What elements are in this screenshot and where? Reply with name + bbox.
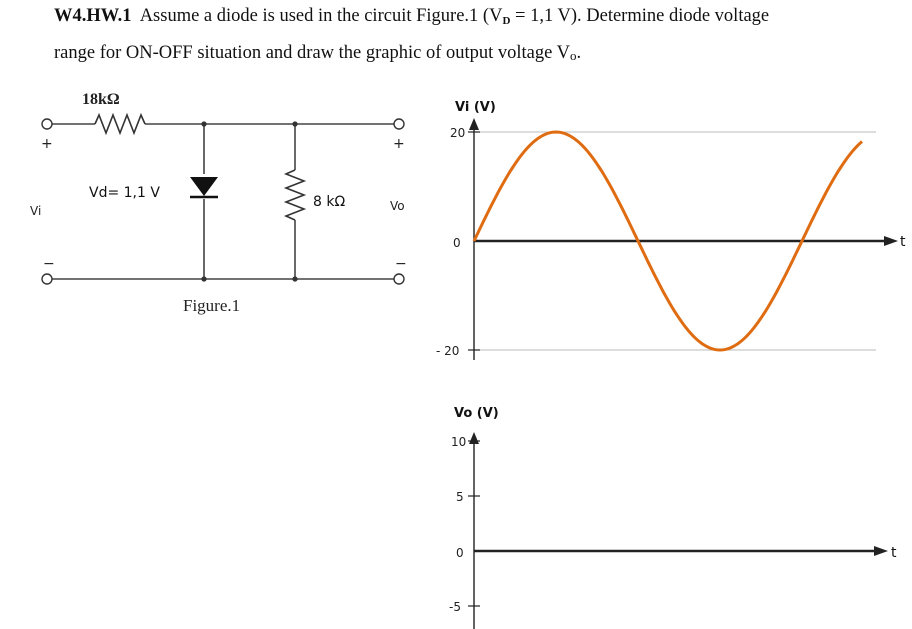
- minus-left: −: [43, 256, 55, 272]
- junction-dot: [201, 121, 206, 126]
- vo-tick-label-10: 10: [451, 435, 467, 449]
- vo-graph: [449, 406, 897, 629]
- vo-title: Vo (V): [454, 406, 499, 421]
- problem-label: W4.HW.1: [54, 6, 132, 26]
- vi-tick-label-neg20: - 20: [436, 344, 460, 358]
- terminal-in-minus: [42, 274, 52, 284]
- vi-tick-label-20: 20: [450, 126, 466, 140]
- vi-y-arrow-icon: [469, 118, 479, 130]
- vo-label: Vo: [390, 199, 405, 213]
- vi-tick-label-0: 0: [453, 236, 461, 250]
- terminal-out-minus: [394, 274, 404, 284]
- junction-dot: [292, 121, 297, 126]
- minus-right: −: [395, 256, 407, 272]
- problem-text-2a: range for ON-OFF situation and draw the graphic of output voltage V: [54, 43, 571, 63]
- vi-title: Vi (V): [455, 100, 496, 115]
- resistor-r2: [286, 170, 304, 220]
- r2-label: 8 kΩ: [313, 194, 346, 210]
- problem-text-1a: Assume a diode is used in the circuit Figure.1 (V: [139, 6, 503, 26]
- terminal-out-plus: [394, 119, 404, 129]
- vi-x-arrow-icon: [884, 236, 898, 246]
- plus-left: +: [41, 136, 53, 152]
- vo-tick-label-neg5: -5: [449, 600, 461, 614]
- problem-sub-o: o: [570, 48, 577, 63]
- problem-text-2b: .: [576, 43, 582, 63]
- vi-t-label: t: [900, 234, 906, 250]
- figure-caption: Figure.1: [183, 296, 241, 315]
- vi-label: Vi: [30, 204, 42, 218]
- diode-symbol: [190, 177, 218, 197]
- plus-right: +: [393, 136, 405, 152]
- vo-y-arrow-icon: [469, 432, 479, 444]
- vi-graph: [436, 100, 906, 360]
- terminal-in-plus: [42, 119, 52, 129]
- problem-sub-d: D: [502, 15, 511, 27]
- r1-label: 18kΩ: [82, 91, 120, 108]
- vo-tick-label-5: 5: [456, 490, 464, 504]
- junction-dot: [201, 276, 206, 281]
- vo-t-label: t: [891, 545, 897, 561]
- problem-text-1b: = 1,1 V). Determine diode voltage: [510, 6, 770, 26]
- diode-label: Vd= 1,1 V: [89, 185, 160, 201]
- vo-tick-label-0: 0: [456, 546, 464, 560]
- vo-x-arrow-icon: [874, 546, 888, 556]
- resistor-r1: [95, 115, 145, 133]
- junction-dot: [292, 276, 297, 281]
